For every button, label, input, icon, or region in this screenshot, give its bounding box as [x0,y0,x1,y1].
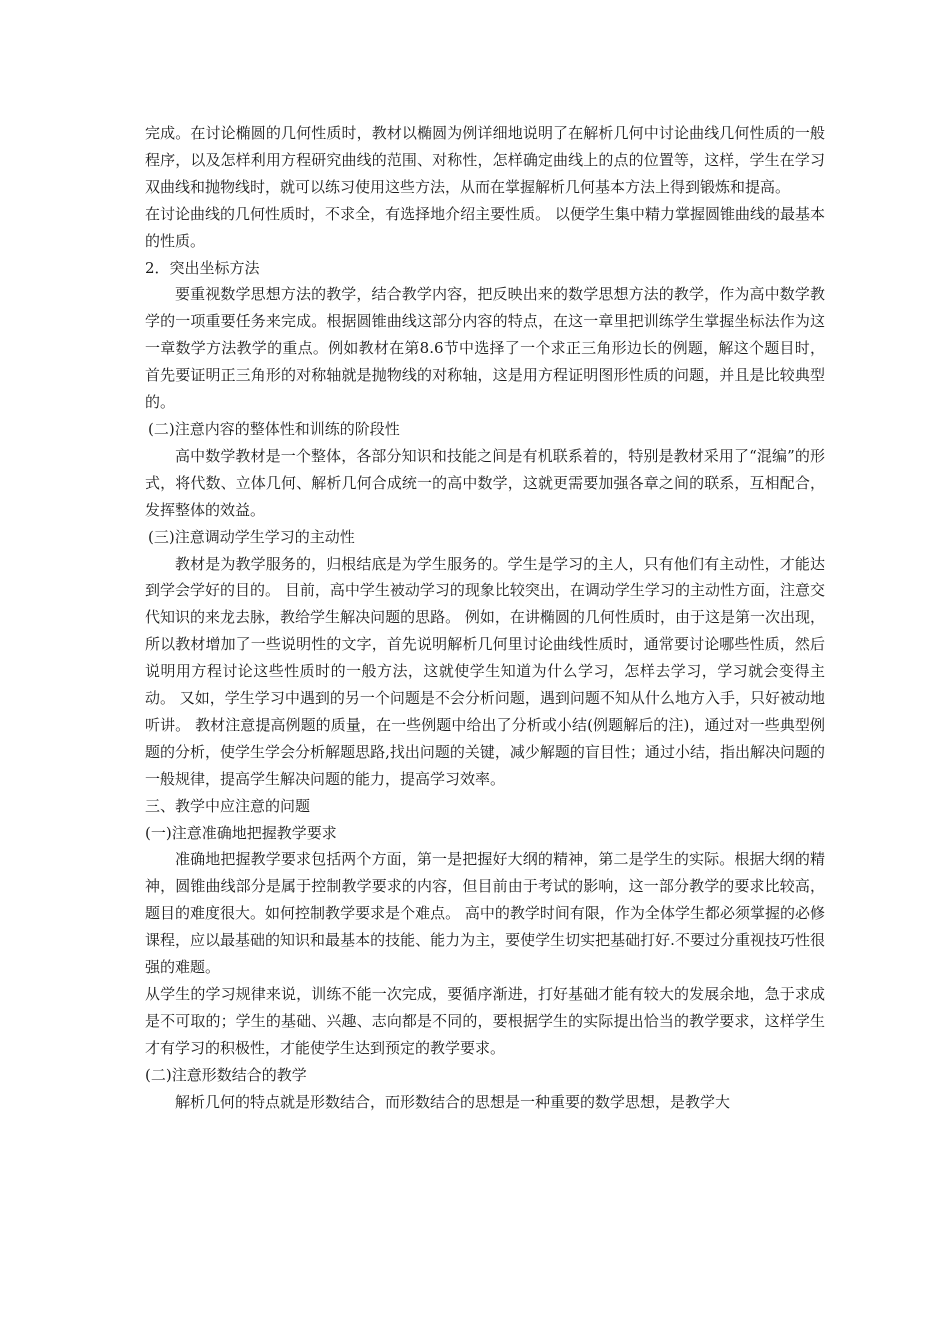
paragraph-initiative: 教材是为教学服务的，归根结底是为学生服务的。学生是学习的主人，只有他们有主动性，才能达到学会学好的目的。 目前，高中学生被动学习的现象比较突出，在调动学生学习的主动性方面，注意交代知识的来龙去脉，教给学生解决问题的思路。 例如，在讲椭圆的几何性质时，由于这是第一次出现，所以教材增加了一些说明性的文字，首先说明解析几何里讨论曲线性质时，通常要讨论哪些性质，然后说明用方程讨论这些性质时的一般方法，这就使学生知道为什么学习，怎样去学习，学习就会变得主动。 又如，学生学习中遇到的另一个问题是不会分析问题，遇到问题不知从什么地方入手，只好被动地听讲。 教材注意提高例题的质量，在一些例题中给出了分析或小结(例题解后的注)，通过对一些典型例题的分析，使学生学会分析解题思路,找出问题的关键，减少解题的盲目性；通过小结，指出解决问题的一般规律，提高学生解决问题的能力，提高学习效率。 [145,554,825,788]
heading-coordinate-method: 2．突出坐标方法 [145,258,260,277]
paragraph-ellipse-properties: 完成。在讨论椭圆的几何性质时，教材以椭圆为例详细地说明了在解析几何中讨论曲线几何性质的一般程序，以及怎样利用方程研究曲线的范围、对称性，怎样确定曲线上的点的位置等，这样，学生在学习双曲线和抛物线时，就可以练习使用这些方法，从而在掌握解析几何基本方法上得到锻炼和提高。 [145,124,825,196]
heading-shape-number: (二)注意形数结合的教学 [145,1065,307,1084]
document-body [145,120,825,1116]
paragraph-shape-number: 解析几何的特点就是形数结合，而形数结合的思想是一种重要的数学思想，是教学大 [175,1092,731,1111]
heading-integrity: (二)注意内容的整体性和训练的阶段性 [148,419,400,438]
paragraph-curve-properties: 在讨论曲线的几何性质时，不求全，有选择地介绍主要性质。 以便学生集中精力掌握圆锥曲线的最基本的性质。 [145,204,825,250]
heading-requirements: (一)注意准确地把握教学要求 [145,823,337,842]
paragraph-integrity: 高中数学教材是一个整体，各部分知识和技能之间是有机联系着的，特别是教材采用了“混编”的形式，将代数、立体几何、解析几何合成统一的高中数学，这就更需要加强各章之间的联系，互相配合，发挥整体的效益。 [145,446,825,519]
paragraph-math-thinking: 要重视数学思想方法的教学，结合教学内容，把反映出来的数学思想方法的教学，作为高中数学教学的一项重要任务来完成。根据圆锥曲线这部分内容的特点，在这一章里把训练学生掌握坐标法作为这一章数学方法教学的重点。例如教材在第8.6节中选择了一个求正三角形边长的例题，解这个题目时，首先要证明正三角形的对称轴就是抛物线的对称轴，这是用方程证明图形性质的问题，并且是比较典型的。 [145,285,825,412]
heading-initiative: (三)注意调动学生学习的主动性 [148,527,355,546]
paragraph-learning-rules: 从学生的学习规律来说，训练不能一次完成，要循序渐进，打好基础才能有较大的发展余地，急于求成是不可取的；学生的基础、兴趣、志向都是不同的，要根据学生的实际提出恰当的教学要求，这样学生才有学习的积极性，才能使学生达到预定的教学要求。 [145,985,825,1057]
paragraph-requirements: 准确地把握教学要求包括两个方面，第一是把握好大纲的精神，第二是学生的实际。根据大纲的精神，圆锥曲线部分是属于控制教学要求的内容，但目前由于考试的影响，这一部分教学的要求比较高，题目的难度很大。如何控制教学要求是个难点。 高中的教学时间有限，作为全体学生都必须掌握的必修课程，应以最基础的知识和最基本的技能、能力为主，要使学生切实把基础打好.不要过分重视技巧性很强的难题。 [145,850,825,977]
heading-teaching-issues: 三、教学中应注意的问题 [145,796,311,815]
